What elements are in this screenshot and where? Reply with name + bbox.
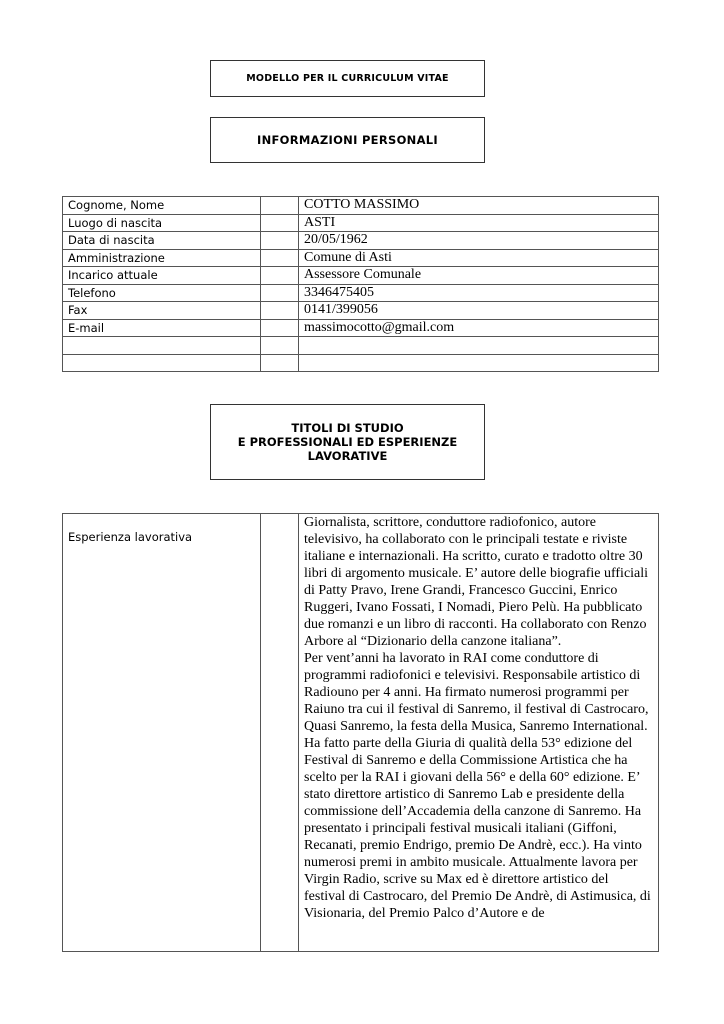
field-label: Cognome, Nome (63, 197, 261, 215)
field-label: Incarico attuale (63, 267, 261, 285)
table-row (63, 302, 659, 320)
table-row (63, 354, 659, 372)
field-label: Luogo di nascita (63, 214, 261, 232)
field-value: 0141/399056 (299, 302, 659, 320)
table-row (63, 337, 659, 355)
experience-paragraph: Per vent’anni ha lavorato in RAI come conduttore di programmi radiofonici e televisivi. Responsabile artistico di Radiouno per 4 anni. Ha firmato numerosi programmi per Raiuno tra cui il festival di Sanremo, il festival di Castrocaro, Quasi Sanremo, la festa della Musica, Sanremo International. Ha fatto parte della Giuria di qualità della 53° edizione del Festival di Sanremo e della Commissione Artistica che ha scelto per la RAI i giovani della 56° e della 60° edizione. E’ stato direttore artistico di Sanremo Lab e presidente della commissione dell’Accademia della canzone di Sanremo. Ha presentato i principali festival musicali italiani (Giffoni, Recanati, premio Endrigo, premio De Andrè, ecc.). Ha vinto numerosi premi in ambito musicale. Attualmente lavora per Virgin Radio, scrive su Max ed è direttore artistico del festival di Castrocaro, del Premio De Andrè, di Astimusica, di Visionaria, del Premio Palco d’Autore e de (304, 651, 651, 921)
table-row (63, 197, 659, 215)
spacer-cell (261, 319, 299, 337)
spacer-cell (261, 354, 299, 372)
spacer-cell (261, 284, 299, 302)
table-row (63, 232, 659, 250)
field-label: Telefono (63, 284, 261, 302)
personal-section-title: INFORMAZIONI PERSONALI (257, 133, 438, 147)
spacer-cell (261, 302, 299, 320)
spacer-cell (261, 514, 299, 952)
table-row (63, 514, 659, 952)
model-title-box (210, 60, 485, 97)
experience-label: Esperienza lavorativa (63, 514, 261, 952)
experience-table (62, 513, 659, 952)
model-title: MODELLO PER IL CURRICULUM VITAE (246, 73, 449, 84)
titles-section-line: E PROFESSIONALI ED ESPERIENZE (237, 435, 458, 449)
table-row (63, 284, 659, 302)
field-value: ASTI (299, 214, 659, 232)
spacer-cell (261, 232, 299, 250)
field-value: Assessore Comunale (299, 267, 659, 285)
field-value: COTTO MASSIMO (299, 197, 659, 215)
field-label: Data di nascita (63, 232, 261, 250)
personal-info-table (62, 196, 659, 372)
spacer-cell (261, 214, 299, 232)
table-row (63, 214, 659, 232)
table-row (63, 267, 659, 285)
spacer-cell (261, 337, 299, 355)
field-label (63, 337, 261, 355)
field-label: E-mail (63, 319, 261, 337)
titles-section-line: LAVORATIVE (307, 449, 388, 463)
field-value: 20/05/1962 (299, 232, 659, 250)
experience-text (299, 514, 659, 952)
field-label: Amministrazione (63, 249, 261, 267)
table-row (63, 319, 659, 337)
field-value: 3346475405 (299, 284, 659, 302)
titles-section-line: TITOLI DI STUDIO (291, 421, 404, 435)
spacer-cell (261, 197, 299, 215)
spacer-cell (261, 267, 299, 285)
field-value: Comune di Asti (299, 249, 659, 267)
personal-section-box (210, 117, 485, 163)
field-value: massimocotto@gmail.com (299, 319, 659, 337)
field-value (299, 354, 659, 372)
field-value (299, 337, 659, 355)
experience-paragraph: Giornalista, scrittore, conduttore radiofonico, autore televisivo, ha collaborato con le principali testate e riviste italiane e internazionali. Ha scritto, curato e tradotto oltre 30 libri di argomento musicale. E’ autore delle biografie ufficiali di Patty Pravo, Irene Grandi, Francesco Guccini, Enrico Ruggeri, Ivano Fossati, I Nomadi, Piero Pelù. Ha pubblicato due romanzi e un libro di racconti. Ha collaborato con Renzo Arbore al “Dizionario della canzone italiana”. (304, 515, 649, 649)
table-row (63, 249, 659, 267)
spacer-cell (261, 249, 299, 267)
field-label: Fax (63, 302, 261, 320)
titles-section-box (210, 404, 485, 480)
field-label (63, 354, 261, 372)
